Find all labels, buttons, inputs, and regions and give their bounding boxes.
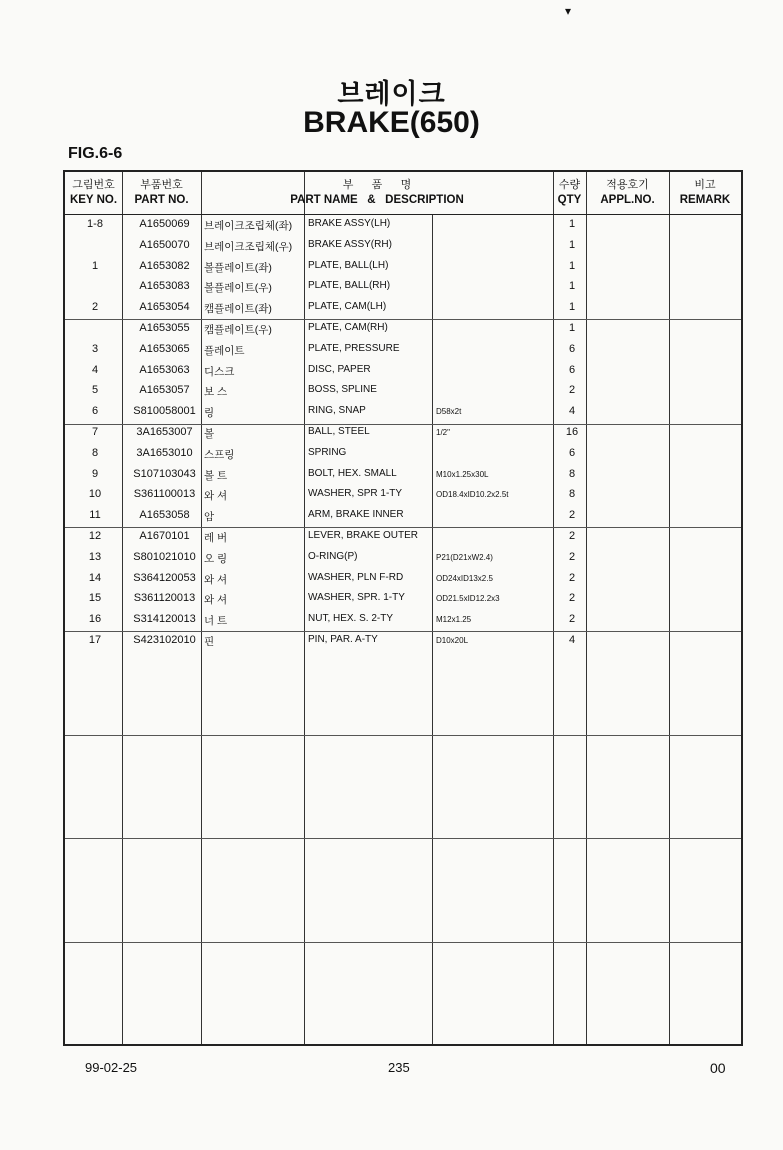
key-no-cell: 15 [88, 592, 102, 605]
table-row [65, 319, 741, 340]
header-qty-ko: 수량 [558, 179, 581, 191]
key-no-cell: 10 [88, 488, 102, 501]
description-cell: M12x1.25 [436, 615, 472, 625]
korean-name-cell: 너 트 [204, 615, 228, 628]
part-name-cell: BOLT, HEX. SMALL [308, 467, 397, 479]
description-cell: OD24xID13x2.5 [436, 573, 493, 583]
qty-cell: 4 [568, 634, 576, 646]
table-header [65, 172, 741, 215]
part-no-cell: 3A1653007 [136, 426, 193, 438]
qty-cell: 2 [568, 550, 576, 563]
table-row [65, 527, 741, 548]
korean-name-cell: 핀 [204, 636, 215, 648]
description-cell: OD18.4xID10.2x2.5t [436, 490, 509, 500]
page-title: BRAKE(650) [303, 106, 480, 139]
row-group-separator [65, 942, 741, 943]
description-cell: D58x2t [436, 407, 462, 417]
key-no-cell: 16 [88, 613, 102, 626]
header-key-ko: 그림번호 [72, 179, 115, 191]
header-qty-en: QTY [557, 194, 582, 206]
qty-cell: 16 [565, 426, 579, 438]
table-row [65, 277, 741, 298]
korean-name-cell: 레 버 [204, 532, 228, 544]
part-name-cell: O-RING(P) [308, 550, 358, 562]
part-name-cell: BRAKE ASSY(RH) [308, 238, 392, 250]
part-no-cell: A1650069 [139, 218, 190, 230]
scan-mark-icon: ▾ [565, 4, 572, 18]
qty-cell: 8 [568, 488, 576, 501]
key-no-cell: 8 [91, 446, 99, 459]
korean-name-cell: 와 셔 [204, 573, 228, 586]
part-name-cell: PIN, PAR. A-TY [308, 634, 378, 645]
header-remark-en: REMARK [679, 194, 731, 206]
part-no-cell: 3A1653010 [136, 446, 193, 459]
korean-name-cell: 암 [204, 511, 215, 524]
part-name-cell: PLATE, BALL(LH) [308, 259, 389, 271]
header-key-en: KEY NO. [69, 194, 118, 206]
key-no-cell: 2 [91, 301, 99, 314]
korean-name-cell: 볼플레이트(좌) [204, 261, 272, 274]
table-row [65, 444, 741, 465]
part-name-cell: BOSS, SPLINE [308, 384, 377, 396]
part-no-cell: A1653055 [139, 322, 190, 334]
part-no-cell: S801021010 [133, 550, 196, 563]
header-part-no [122, 172, 201, 214]
qty-cell: 4 [568, 405, 576, 418]
korean-name-cell: 브레이크조립체(좌) [204, 220, 293, 232]
table-row [65, 423, 741, 444]
part-no-cell: S314120013 [133, 613, 196, 626]
table-row [65, 257, 741, 278]
table-row [65, 610, 741, 631]
table-row [65, 402, 741, 423]
korean-name-cell: 보 스 [204, 386, 228, 399]
qty-cell: 1 [568, 218, 576, 230]
part-name-cell: PLATE, BALL(RH) [308, 280, 391, 292]
part-no-cell: S107103043 [133, 467, 196, 480]
part-name-cell: WASHER, PLN F-RD [308, 571, 404, 583]
part-name-cell: ARM, BRAKE INNER [308, 509, 404, 521]
korean-name-cell: 디스크 [204, 365, 235, 378]
table-row [65, 569, 741, 590]
part-no-cell: A1670101 [139, 530, 190, 542]
table-row [65, 381, 741, 402]
qty-cell: 1 [568, 280, 576, 293]
key-no-cell: 4 [91, 363, 99, 376]
korean-name-cell: 와 셔 [204, 594, 228, 607]
part-no-cell: S423102010 [133, 634, 196, 646]
part-name-cell: PLATE, PRESSURE [308, 342, 400, 354]
footer-code: 00 [710, 1060, 726, 1076]
korean-name-cell: 스프링 [204, 448, 235, 461]
part-no-cell: A1653058 [139, 509, 190, 522]
key-no-cell: 1 [91, 259, 99, 272]
part-no-cell: S364120053 [133, 571, 196, 584]
qty-cell: 2 [568, 509, 576, 522]
qty-cell: 8 [568, 467, 576, 480]
part-no-cell: A1653057 [139, 384, 190, 397]
korean-name-cell: 캠플레이트(좌) [204, 303, 272, 316]
header-name-ko: 부 품 명 [342, 179, 412, 191]
part-name-cell: SPRING [308, 446, 347, 458]
header-name-en: PART NAME & DESCRIPTION [290, 194, 464, 206]
key-no-cell: 17 [88, 634, 102, 646]
table-row [65, 298, 741, 319]
description-cell: D10x20L [436, 636, 469, 645]
korean-name-cell: 볼 [204, 428, 215, 440]
qty-cell: 1 [568, 322, 576, 334]
header-remark [669, 172, 741, 214]
footer-page-number: 235 [388, 1060, 410, 1075]
key-no-cell: 13 [88, 550, 102, 563]
part-no-cell: S810058001 [133, 405, 196, 418]
header-appl-no [586, 172, 669, 214]
korean-name-cell: 캠플레이트(우) [204, 324, 272, 336]
korean-name-cell: 플레이트 [204, 344, 245, 357]
description-cell: 1/2" [436, 428, 450, 437]
part-name-cell: WASHER, SPR. 1-TY [308, 592, 405, 604]
part-name-cell: BALL, STEEL [308, 426, 370, 437]
key-no-cell: 6 [91, 405, 99, 418]
part-no-cell: A1653082 [139, 259, 190, 272]
korean-name-cell: 볼플레이트(우) [204, 282, 272, 295]
part-no-cell: A1653054 [139, 301, 190, 314]
header-part-ko: 부품번호 [140, 179, 183, 191]
key-no-cell: 9 [91, 467, 99, 480]
table-row [65, 215, 741, 236]
table-row [65, 631, 741, 652]
qty-cell: 2 [568, 530, 576, 542]
part-name-cell: PLATE, CAM(LH) [308, 301, 387, 313]
qty-cell: 6 [568, 446, 576, 459]
qty-cell: 1 [568, 301, 576, 314]
key-no-cell: 11 [89, 509, 101, 522]
row-group-separator [65, 735, 741, 736]
page-title-korean: 브레이크 [337, 79, 446, 110]
table-row [65, 236, 741, 257]
qty-cell: 1 [568, 259, 576, 272]
part-name-cell: WASHER, SPR 1-TY [308, 488, 403, 500]
qty-cell: 2 [568, 571, 576, 584]
korean-name-cell: 브레이크조립체(우) [204, 240, 293, 253]
description-cell: OD21.5xID12.2x3 [436, 594, 500, 604]
header-part-name [201, 172, 553, 214]
table-row [65, 506, 741, 527]
korean-name-cell: 링 [204, 407, 215, 420]
header-part-en: PART NO. [134, 194, 189, 206]
part-no-cell: A1653063 [139, 363, 190, 376]
part-name-cell: PLATE, CAM(RH) [308, 322, 388, 333]
part-no-cell: A1653083 [139, 280, 190, 293]
row-group-separator [65, 838, 741, 839]
qty-cell: 2 [568, 384, 576, 397]
description-cell: M10x1.25x30L [436, 469, 489, 479]
part-name-cell: NUT, HEX. S. 2-TY [308, 613, 394, 625]
key-no-cell: 3 [91, 342, 99, 355]
header-appl-en: APPL.NO. [600, 194, 655, 206]
table-row [65, 361, 741, 382]
key-no-cell: 7 [91, 426, 99, 438]
key-no-cell: 14 [88, 571, 102, 584]
header-remark-ko: 비고 [694, 179, 716, 191]
header-key-no [65, 172, 122, 214]
part-no-cell: S361120013 [133, 592, 196, 605]
table-row [65, 485, 741, 506]
part-name-cell: DISC, PAPER [308, 363, 371, 375]
part-name-cell: BRAKE ASSY(LH) [308, 218, 391, 229]
table-row [65, 465, 741, 486]
qty-cell: 6 [568, 363, 576, 376]
key-no-cell: 1-8 [87, 218, 103, 230]
footer-date: 99-02-25 [85, 1060, 138, 1075]
korean-name-cell: 볼 트 [204, 469, 228, 482]
parts-table [63, 170, 743, 1046]
header-appl-ko: 적용호기 [606, 179, 649, 191]
qty-cell: 2 [568, 592, 576, 605]
korean-name-cell: 와 셔 [204, 490, 228, 503]
qty-cell: 6 [568, 342, 576, 355]
description-cell: P21(D21xW2.4) [436, 552, 493, 562]
figure-number: FIG.6-6 [68, 145, 123, 162]
part-no-cell: S361100013 [133, 488, 196, 501]
part-name-cell: LEVER, BRAKE OUTER [308, 530, 419, 541]
header-qty [553, 172, 586, 214]
korean-name-cell: 오 링 [204, 552, 228, 565]
part-no-cell: A1653065 [139, 342, 190, 355]
part-no-cell: A1650070 [139, 238, 190, 251]
qty-cell: 2 [568, 613, 576, 626]
part-name-cell: RING, SNAP [308, 405, 366, 417]
key-no-cell: 12 [88, 530, 102, 542]
table-row [65, 340, 741, 361]
table-row [65, 589, 741, 610]
table-row [65, 548, 741, 569]
key-no-cell: 5 [91, 384, 99, 397]
qty-cell: 1 [568, 238, 576, 251]
